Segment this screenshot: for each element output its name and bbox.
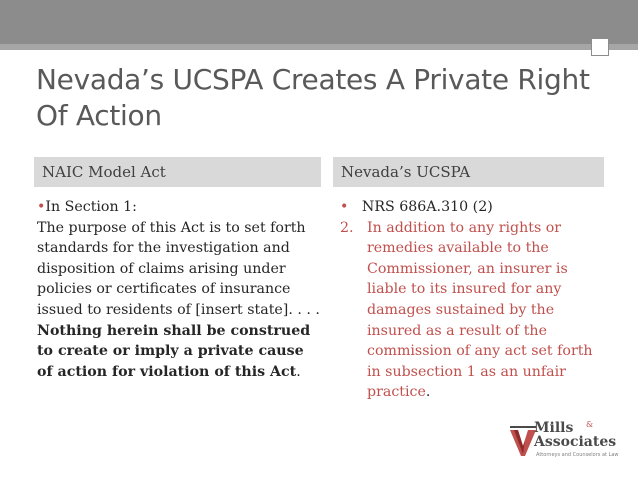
right-bullet-text: NRS 686A.310 (2): [361, 199, 493, 215]
left-para-normal: The purpose of this Act is to set forth standards for the investigation and disposition of claims arising under policies or certificates of insurance issued to residents of [insert state]. . . .: [37, 219, 320, 318]
left-column-header: NAIC Model Act: [34, 157, 321, 187]
left-bullet-text: In Section 1:: [45, 199, 137, 215]
item-text-wrap: [367, 218, 610, 403]
left-paragraph: [37, 218, 323, 383]
top-banner-accent: [0, 44, 638, 50]
right-bullet-line: [340, 197, 610, 218]
left-para-bold: Nothing herein shall be construed to create or imply a private cause of action for violation of this Act: [37, 322, 311, 380]
bullet-icon: •: [37, 199, 46, 215]
right-column-body: [340, 197, 610, 403]
corner-square-decoration: [591, 38, 609, 56]
logo-name-line2: Associates: [534, 434, 617, 450]
left-column-body: [37, 197, 323, 382]
firm-logo: [508, 420, 626, 468]
right-numbered-item: [340, 218, 610, 403]
left-bullet-line: [37, 197, 323, 218]
item-number: 2.: [340, 219, 354, 236]
left-para-end: .: [296, 363, 301, 380]
slide-title: Nevada’s UCSPA Creates A Private Right Of Action: [36, 63, 590, 132]
logo-name-line1: Mills: [534, 420, 574, 436]
right-column-header: Nevada’s UCSPA: [333, 157, 604, 187]
item-end: .: [425, 384, 431, 401]
top-banner: [0, 0, 638, 44]
item-text: In addition to any rights or remedies available to the Commissioner, an insurer is liable to its insured for any damages sustained by the insured as a result of the commission of any act set forth in subsection 1 as an unfair practice: [367, 219, 593, 401]
bullet-icon: •: [340, 199, 349, 215]
logo-ampersand: &: [586, 420, 594, 429]
logo-tagline: Attorneys and Counselors at Law: [536, 452, 619, 458]
